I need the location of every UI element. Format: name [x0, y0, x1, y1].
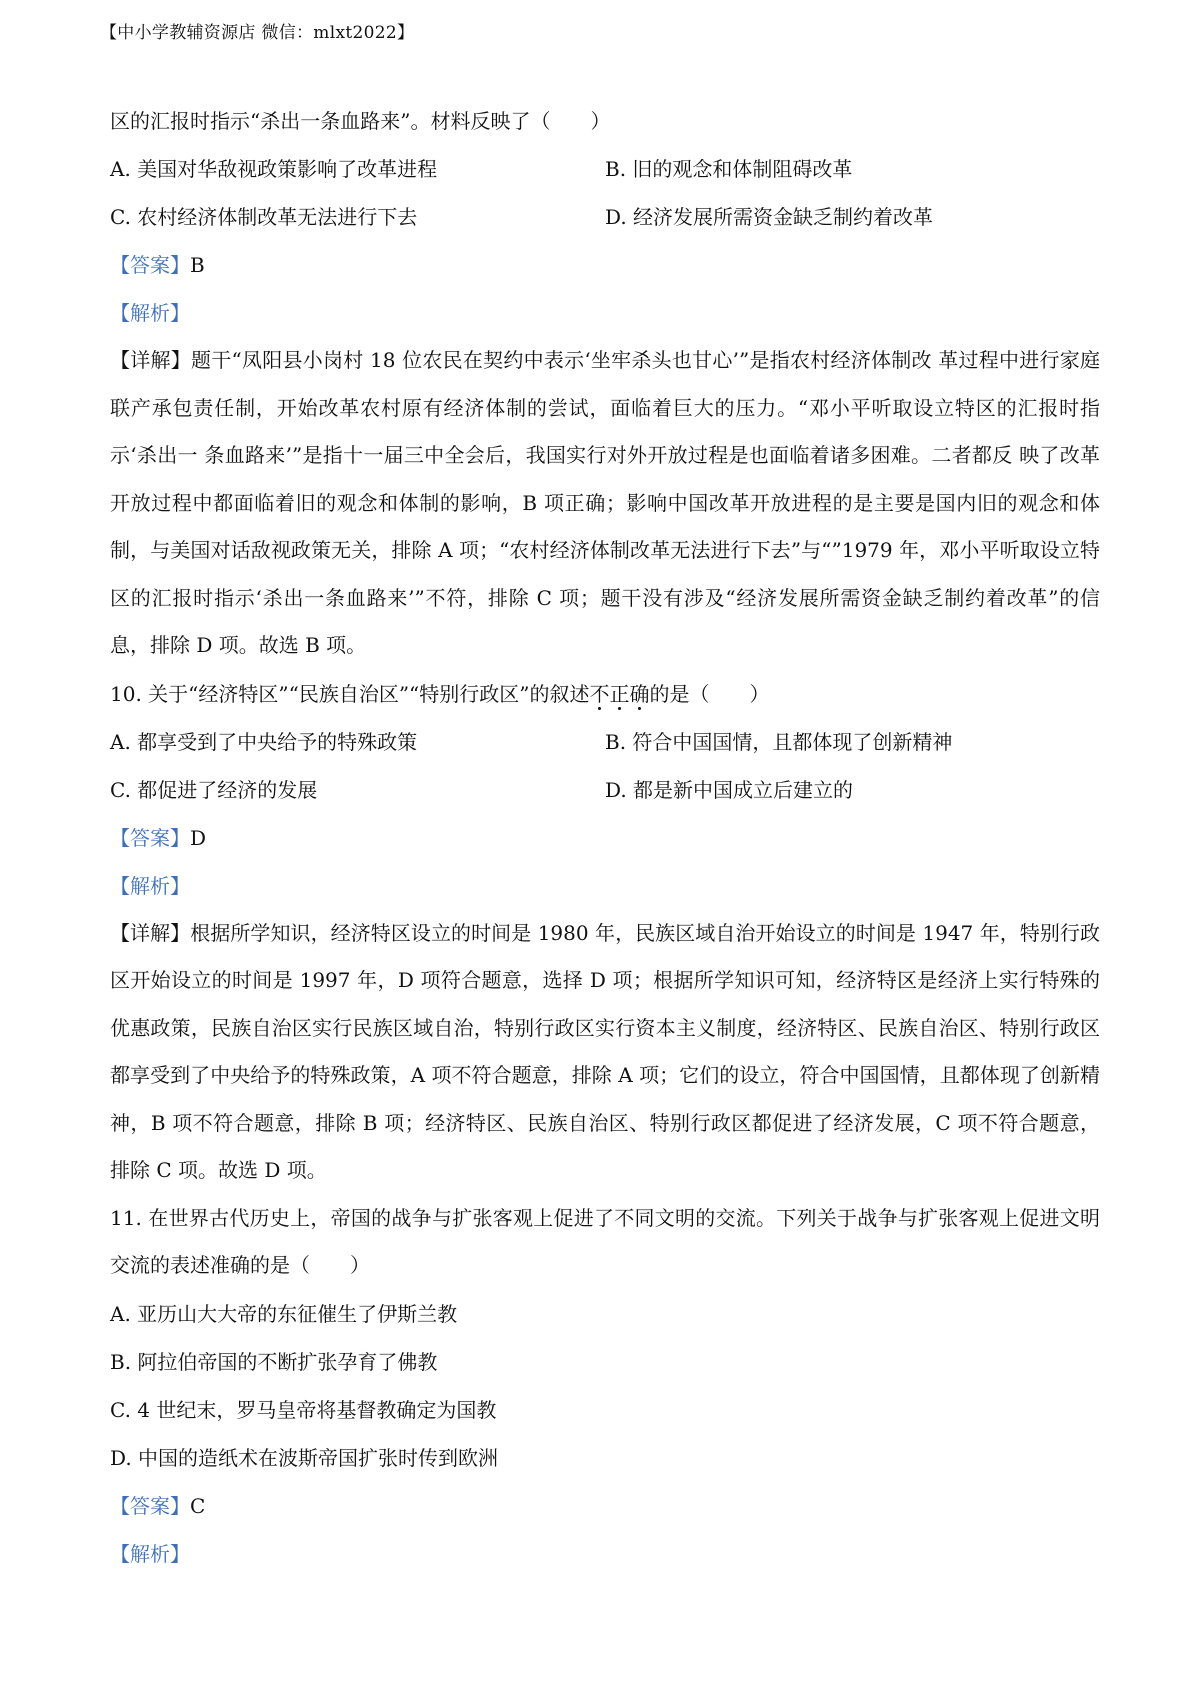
detail-label: 【详解】 [110, 348, 191, 372]
answer-label: 【答案】 [110, 1493, 190, 1518]
q10-analysis [110, 862, 1100, 910]
q10-option-d: D. 都是新中国成立后建立的 [605, 777, 854, 802]
page-header: 【中小学教辅资源店 微信：mlxt2022】 [100, 23, 415, 43]
detail-label: 【详解】 [110, 920, 191, 945]
q10-stem-part: 10. 关于“经济特区”“民族自治区”“特别行政区”的叙述 [110, 681, 590, 706]
detail-text: 根据所学知识，经济特区设立的时间是 1980 年，民族区域自治开始设立的时间是 1947 年，特别行政区开始设立的时间是 1997 年，D 项符合题意，选择 D 项；根据所学知识可知，经济特区是经济上实行特殊的优惠政策，民族自治区实行民族区域自治，特别行政区实行资本主义制度，经济特区、民族自治区、特别行政区都享受到了中央给予的特殊政策，A 项不符合题意，排除 A 项；它们的设立，符合中国国情，且都体现了创新精神，B 项不符合题意，排除 B 项；经济特区、民族自治区、特别行政区都促进了经济发展，C 项不符合题意，排除 C 项。故选 D 项。 [110, 920, 1101, 1182]
q9-options-row-1 [110, 145, 1100, 193]
q10-stem-part: 的是（ ） [649, 681, 770, 706]
detail-text: 题干“凤阳县小岗村 18 位农民在契约中表示‘坐牢杀头也甘心’”是指农村经济体制改 革过程中进行家庭联产承包责任制，开始改革农村原有经济体制的尝试，面临着巨大的压力。“邓小平听取设立特区的汇报时指示‘杀出一 条血路来’”是指十一届三中全会后，我国实行对外开放过程是也面临着诸多困难。二者都反 映了改革开放过程中都面临着旧的观念和体制的影响，B 项正确；影响中国改革开放进程的是主要是国内旧的观念和体制，与美国对话敌视政策无关，排除 A 项；“农村经济体制改革无法进行下去”与“”1979 年，邓小平听取设立特区的汇报时指示‘杀出一条血路来’”不符，排除 C 项；题干没有涉及“经济发展所需资金缺乏制约着改革”的信息，排除 D 项。故选 B 项。 [110, 348, 1101, 657]
q10-option-a: A. 都享受到了中央给予的特殊政策 [110, 729, 418, 754]
q10-options-row-2 [110, 766, 1100, 814]
q9-option-a: A. 美国对华敌视政策影响了改革进程 [110, 157, 438, 181]
answer-label: 【答案】 [110, 825, 190, 850]
q11-option-c: C. 4 世纪末，罗马皇帝将基督教确定为国教 [110, 1397, 497, 1422]
analysis-label: 【解析】 [110, 1541, 190, 1566]
analysis-label: 【解析】 [110, 873, 190, 898]
q10-options-row-1 [110, 718, 1100, 766]
q9-detail [110, 337, 1100, 670]
q11-stem: 11. 在世界古代历史上，帝国的战争与扩张客观上促进了不同文明的交流。下列关于战争与扩张客观上促进文明交流的表述准确的是（ ） [110, 1205, 1100, 1277]
q10-detail [110, 910, 1100, 1195]
q9-analysis [110, 289, 1100, 337]
q11-option-d: D. 中国的造纸术在波斯帝国扩张时传到欧洲 [110, 1445, 499, 1470]
emphasis-char: 确 [629, 681, 650, 706]
q10-answer [110, 814, 1100, 862]
q9-options-row-2 [110, 193, 1100, 241]
q9-option-c: C. 农村经济体制改革无法进行下去 [110, 205, 418, 229]
q11-option-a: A. 亚历山大大帝的东征催生了伊斯兰教 [110, 1301, 458, 1326]
q11-answer [110, 1482, 1100, 1530]
analysis-label: 【解析】 [110, 301, 190, 325]
emphasis-char: 不 [589, 681, 610, 706]
answer-value: C [190, 1493, 206, 1518]
q11-analysis [110, 1530, 1100, 1578]
document-body [110, 97, 1100, 1578]
q10-stem [110, 670, 1100, 718]
q9-option-d: D. 经济发展所需资金缺乏制约着改革 [605, 205, 934, 229]
q9-stem-tail: 区的汇报时指示“杀出一条血路来”。材料反映了（ ） [110, 109, 611, 133]
q10-option-b: B. 符合中国国情，且都体现了创新精神 [605, 729, 953, 754]
answer-value: D [190, 825, 207, 850]
q10-option-c: C. 都促进了经济的发展 [110, 777, 318, 802]
q11-option-b: B. 阿拉伯帝国的不断扩张孕育了佛教 [110, 1349, 438, 1374]
emphasis-char: 正 [609, 681, 630, 706]
q11-options [110, 1290, 1100, 1482]
q9-option-b: B. 旧的观念和体制阻碍改革 [605, 157, 853, 181]
answer-label: 【答案】 [110, 253, 190, 277]
answer-value: B [190, 253, 205, 277]
q9-answer [110, 241, 1100, 289]
